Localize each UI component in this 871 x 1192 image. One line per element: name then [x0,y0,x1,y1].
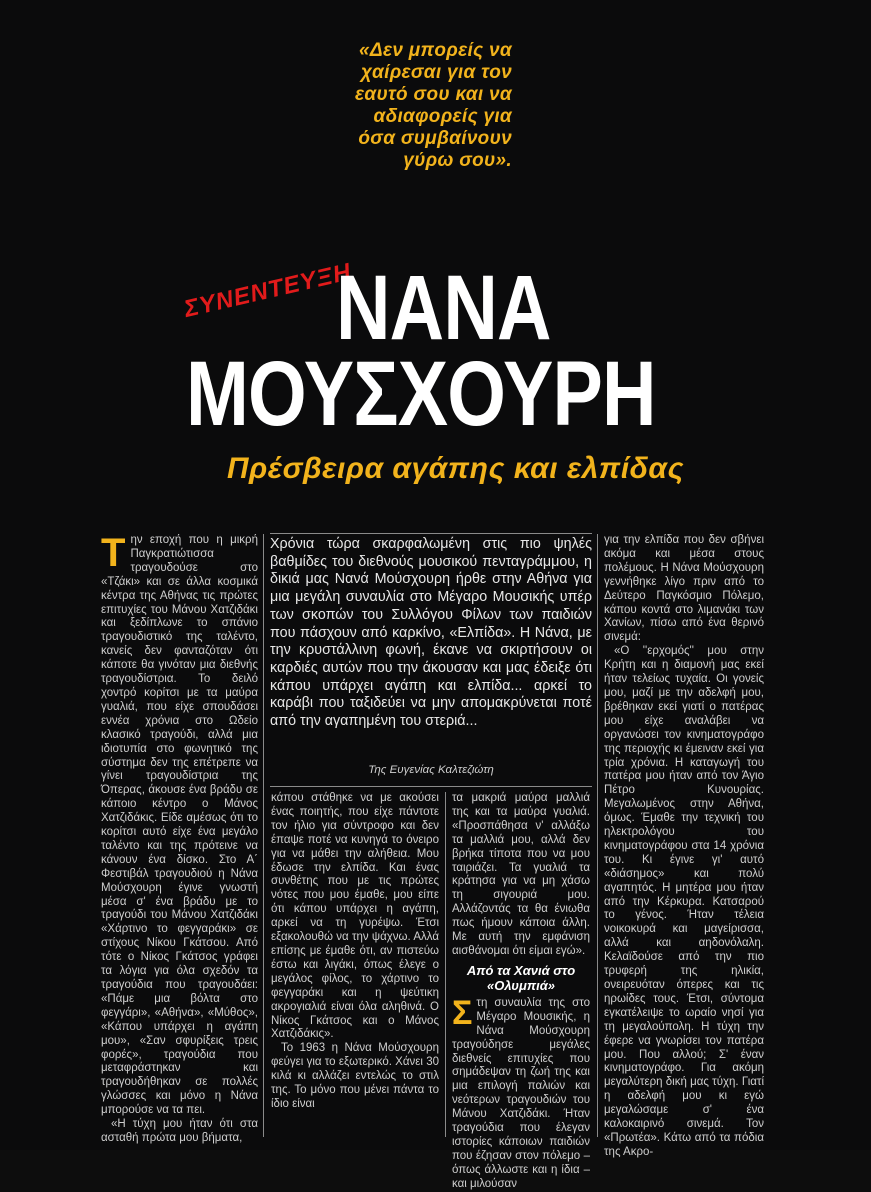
byline: Της Ευγενίας Καλτεζιώτη [368,764,494,776]
column-divider [445,792,446,1137]
paragraph [101,531,258,1118]
paragraph: «Ο ''ερχομός'' μου στην Κρήτη και η διαμονή μας εκεί ήταν τελείως τυχαία. Οι γονείς μου, μαζί με την αδελφή μου, βρέθηκαν εκεί γιατί ο πατέρας μου είχε αναλάβει να οργανώσει τον κινηματογράφο της περιοχής κι έμειναν εκεί για τρία χρόνια. Η καταγωγή του πατέρα μου ήταν από τον Άγιο Πέτρο Κυνουρίας. Μεγαλωμένος στην Αθήνα, όμως. Έμαθε την τεχνική του ηλεκτρολόγου του κινηματογράφου στα 14 χρόνια του. Κι έγινε γι' αυτό «διάσημος» και πολύ αγαπητός. Η μητέρα μου ήταν από την Κέρκυρα. Κατσαρού το γένος. Ήταν τέλεια νοικοκυρά και μαγείρισσα, αλλά και αηδονόλαλη. Κελαϊδούσε από την πιο τρυφερή της ηλικία, ονειρευόταν όπερες και τις ηρωίδες τους. Έτσι, σύντομα εγκατέλειψε το ωραίο νησί για τη μεγαλούπολη. Η τύχη την έφερε να γνωρίσει τον πατέρα μου. Που αλλού; Σ' έναν κινηματογράφο. Για ακόμη μεγαλύτερη δική μας τύχη. Γιατί η αδελφή μου κι εγώ μεγαλώσαμε σ' ένα καλοκαιρινό σινεμά. Τον «Πρωτέα». Κάτω από τα πόδια της Ακρο- [604,645,764,1158]
column-divider [597,534,598,1137]
paragraph: τα μακριά μαύρα μαλλιά της και τα μαύρα γυαλιά. «Προσπάθησα ν' αλλάξω τα μαλλιά μου, αλλά δεν βρήκα τίποτα που να μου ταιριάζει. Τα γυαλιά τα κράτησα για να μη χάσω τη σιγουριά μου. Αλλάζοντάς τα θα ένιωθα πως ήμουν κάποια άλλη. Με αυτή την εμφάνιση αισθάνομαι ότι είμαι εγώ». [452,792,590,957]
paragraph: «Η τύχη μου ήταν ότι στα ασταθή πρώτα μου βήματα, [101,1118,258,1144]
pull-quote: «Δεν μπορείς να χαίρεσαι για τον εαυτό σου και να αδιαφορείς για όσα συμβαίνουν γύρω σου». [354,40,512,171]
drop-cap: Σ [452,993,473,1032]
drop-cap: Τ [101,531,126,575]
paragraph: κάπου στάθηκε να με ακούσει ένας ποιητής, που είχε πάντοτε τον ήλιο για σύντροφο και δεν έπαψε ποτέ να κυνηγά το όνειρο για να μάθει την αλήθεια. Μου έδωσε την ελπίδα. Και ένας συνθέτης που με τις πρώτες νότες που μου έμαθε, μου είπε ότι κάπου υπάρχει η αγάπη, αρκεί να τη γυρέψω. Έτσι εξακολουθώ να την ψάχνω. Αλλά επίσης με έμαθε ότι, αν πιστεύω έστω και λιγάκι, όπως έλεγε ο μεγάλος φίλος, το χάρτινο το φεγγαράκι και η ψεύτικη ακρογιαλιά είναι όλα αληθινά. Ο Νίκος Γκάτσος και ο Μάνος Χατζιδάκις». [271,792,439,1041]
section-subhead: Από τα Χανιά στο «Ολυμπιά» [466,962,576,993]
section-kicker: ΣΥΝΕΝΤΕΥΞΗ [181,258,355,324]
article-column-2 [271,792,439,1137]
article-column-4 [604,534,764,1158]
paragraph: για την ελπίδα που δεν σβήνει ακόμα και μέσα στους πολέμους. Η Νάνα Μούσχουρη γεννήθηκε λίγο πριν από το Δεύτερο Παγκόσμιο Πόλεμο, κάπου κοντά στο λιμανάκι των Χανίων, πίσω από ένα θερινό σινεμά: [604,534,764,644]
paragraph [452,993,590,1192]
article-column-1 [101,531,258,1144]
article-subtitle: Πρέσβειρα αγάπης και ελπίδας [227,452,684,485]
title-first-name: ΝΑΝΑ [336,257,551,359]
paragraph-text: ην εποχή που η μικρή Παγκρατιώτισσα τραγουδούσε στο «Τζάκι» και σε άλλα κοσμικά κέντρα της Αθήνας τις πρώτες επιτυχίες του Μάνου Χατζιδάκι και ξεδίπλωνε το σπάνιο τραγουδιστικό της ταλέντο, κανείς δεν φανταζόταν ότι κάποτε θα γινόταν μια διεθνής τραγουδίστρια. Το δειλό χοντρό κορίτσι με τα μαύρα γυαλιά, που είχε σπουδάσει εννέα χρόνια στο Ωδείο κλασικό τραγούδι, αλλά μια ιδιοτυπία στο φωνητικό της σύστημα δεν της επέτρεπε να γίνει τραγουδίστρια της Όπερας, άκουσε ένα βράδυ σε κάποιο κέντρο ο Μάνος Χατζιδάκις. Είδε αμέσως ότι το κορίτσι αυτό είχε ένα μεγάλο ταλέντο και της πρότεινε να κάνουν ένα δίσκο. Στο Α΄ Φεστιβάλ τραγουδιού η Νάνα Μούσχουρη έγινε γνωστή μέσα σ' ένα βράδυ με το τραγούδι του Μάνου Χατζιδάκι «Χάρτινο το φεγγαράκι» σε στίχους Νίκου Γκάτσου. Από τότε ο Νίκος Γκάτσος γράφει τα λόγια για όλα σχεδόν τα τραγούδια που τραγουδάει: «Πάμε μια βόλτα στο φεγγάρι», «Αθήνα», «Μύθος», «Κάπου υπάρχει η αγάπη μου», «Σαν σφυρίξεις τρεις φορές», τραγούδια που μεταφράστηκαν και τραγουδήθηκαν σε πολλές γλώσσες και μόνο η Νάνα μπορούσε να τα πει. [101,534,258,1117]
divider [270,786,592,787]
paragraph: Το 1963 η Νάνα Μούσχουρη φεύγει για το εξωτερικό. Χάνει 30 κιλά κι αλλάζει εντελώς το στιλ της. Το μόνο που μένει πάντα το ίδιο είναι [271,1042,439,1110]
paragraph-text: τη συναυλία της στο Μέγαρο Μουσικής, η Νάνα Μούσχουρη τραγούδησε μεγάλες διεθνείς επιτυχίες που σημάδεψαν τη ζωή της και μια επιλογή παλιών και νεότερων τραγουδιών του Μάνου Χατζιδάκι. Ήταν τραγούδια που έλεγαν ιστορίες κάποιων παιδιών που έζησαν στον πόλεμο – όπως άλλωστε και η ίδια – και μιλούσαν [452,996,590,1190]
column-divider [263,534,264,1137]
divider [270,533,592,534]
article-intro: Χρόνια τώρα σκαρφαλωμένη στις πιο ψηλές βαθμίδες του διεθνούς μουσικού πενταγράμμου, η δικιά μας Νανά Μούσχουρη ήρθε στην Αθήνα για μια μεγάλη συναυλία στο Μέγαρο Μουσικής υπέρ των σκοπών του Συλλόγου Φίλων των παιδιών που πάσχουν από καρκίνο, «Ελπίδα». Η Νάνα, με την κρυστάλλινη φωνή, έκανε να σκιρτήσουν οι καρδιές αυτών που την άκουσαν και μας έδειξε ότι κάπου υπάρχει αγάπη και ελπίδα... αρκεί το καράβι που ταξιδεύει να μην απομακρύνεται ποτέ από την αγαπημένη του στεριά... [270,536,592,730]
article-column-3 [452,792,590,1190]
title-last-name: ΜΟΥΣΧΟΥΡΗ [186,343,656,445]
